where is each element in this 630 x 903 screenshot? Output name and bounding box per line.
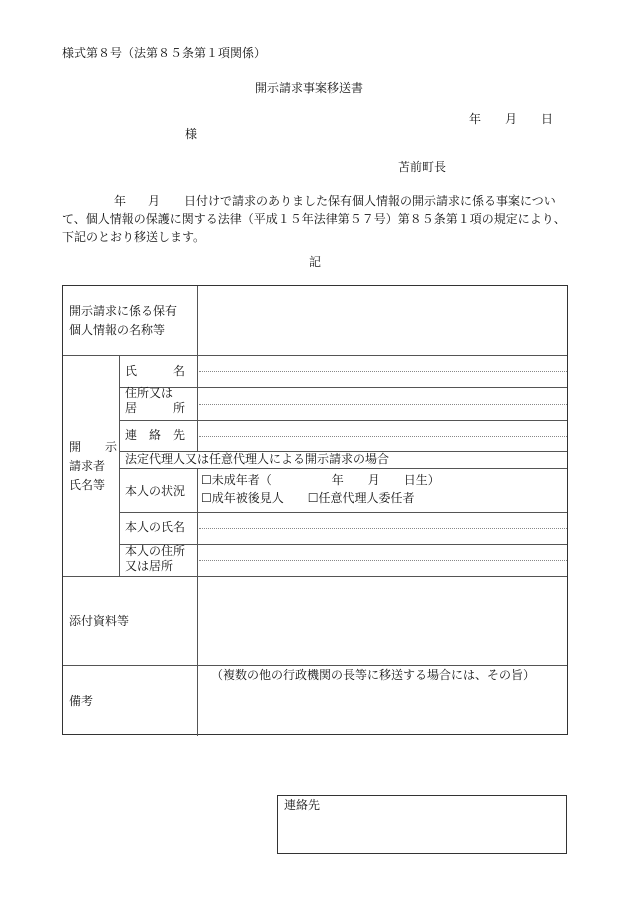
- row-divider: [63, 576, 567, 577]
- address-label: 住所又は 居 所: [125, 386, 186, 415]
- document-title: 開示請求事案移送書: [255, 81, 364, 95]
- remarks-label: 備考: [69, 694, 94, 708]
- principal-name-value[interactable]: [201, 515, 563, 541]
- sender-name: 苫前町長: [398, 160, 447, 174]
- remarks-value[interactable]: [201, 686, 563, 730]
- info-name-label: 開示請求に係る保有 個人情報の名称等: [69, 304, 178, 337]
- date-line: [469, 113, 553, 125]
- subrow-divider: [119, 512, 567, 513]
- subrow-divider: [119, 544, 567, 545]
- contact-label: 連 絡 先: [125, 428, 186, 442]
- remarks-note: （複数の他の行政機関の長等に移送する場合には、その旨）: [211, 668, 536, 682]
- body-line-3: 下記のとおり移送します。: [62, 230, 206, 244]
- info-name-value[interactable]: [201, 296, 563, 350]
- transfer-details-table: [62, 285, 568, 735]
- contact-box: [277, 795, 567, 854]
- principal-name-label: 本人の氏名: [125, 520, 186, 534]
- address-value[interactable]: [201, 390, 563, 416]
- contact-value[interactable]: [201, 423, 563, 449]
- principal-status-options: [201, 471, 440, 507]
- date-month-label: 月: [505, 112, 518, 126]
- contact-box-label: 連絡先: [284, 798, 321, 812]
- body-line-2: て、個人情報の保護に関する法律（平成１５年法律第５７号）第８５条第１項の規定により、: [62, 212, 566, 226]
- row-divider: [63, 355, 567, 356]
- name-value[interactable]: [201, 358, 563, 384]
- status-option-minor[interactable]: ☐未成年者（ 年 月 日生）: [201, 473, 440, 487]
- name-label: 氏 名: [125, 364, 186, 378]
- body-line-1: 年 月 日付けで請求のありました保有個人情報の開示請求に係る事案につい: [114, 194, 556, 208]
- status-option-guardian[interactable]: ☐成年被後見人 ☐任意代理人委任者: [201, 491, 415, 505]
- body-paragraph: [62, 192, 566, 246]
- col-divider: [197, 468, 198, 736]
- subrow-divider: [119, 420, 567, 421]
- attachments-value[interactable]: [201, 582, 563, 660]
- col-divider: [119, 355, 120, 576]
- requester-label: 開 示 請求者 氏名等: [69, 440, 118, 492]
- form-number: 様式第８号（法第８５条第１項関係）: [62, 46, 267, 60]
- principal-address-value[interactable]: [201, 547, 563, 573]
- principal-address-label: 本人の住所 又は居所: [125, 544, 186, 573]
- attachments-label: 添付資料等: [69, 614, 130, 628]
- date-year-label: 年: [469, 112, 482, 126]
- principal-status-label: 本人の状況: [125, 484, 186, 498]
- ki-label: 記: [309, 255, 322, 269]
- subrow-divider: [119, 387, 567, 388]
- col-divider: [197, 286, 198, 451]
- contact-box-value[interactable]: [284, 816, 560, 850]
- date-day-label: 日: [541, 112, 554, 126]
- addressee-suffix: 様: [185, 127, 198, 141]
- agent-header: 法定代理人又は任意代理人による開示請求の場合: [125, 452, 390, 466]
